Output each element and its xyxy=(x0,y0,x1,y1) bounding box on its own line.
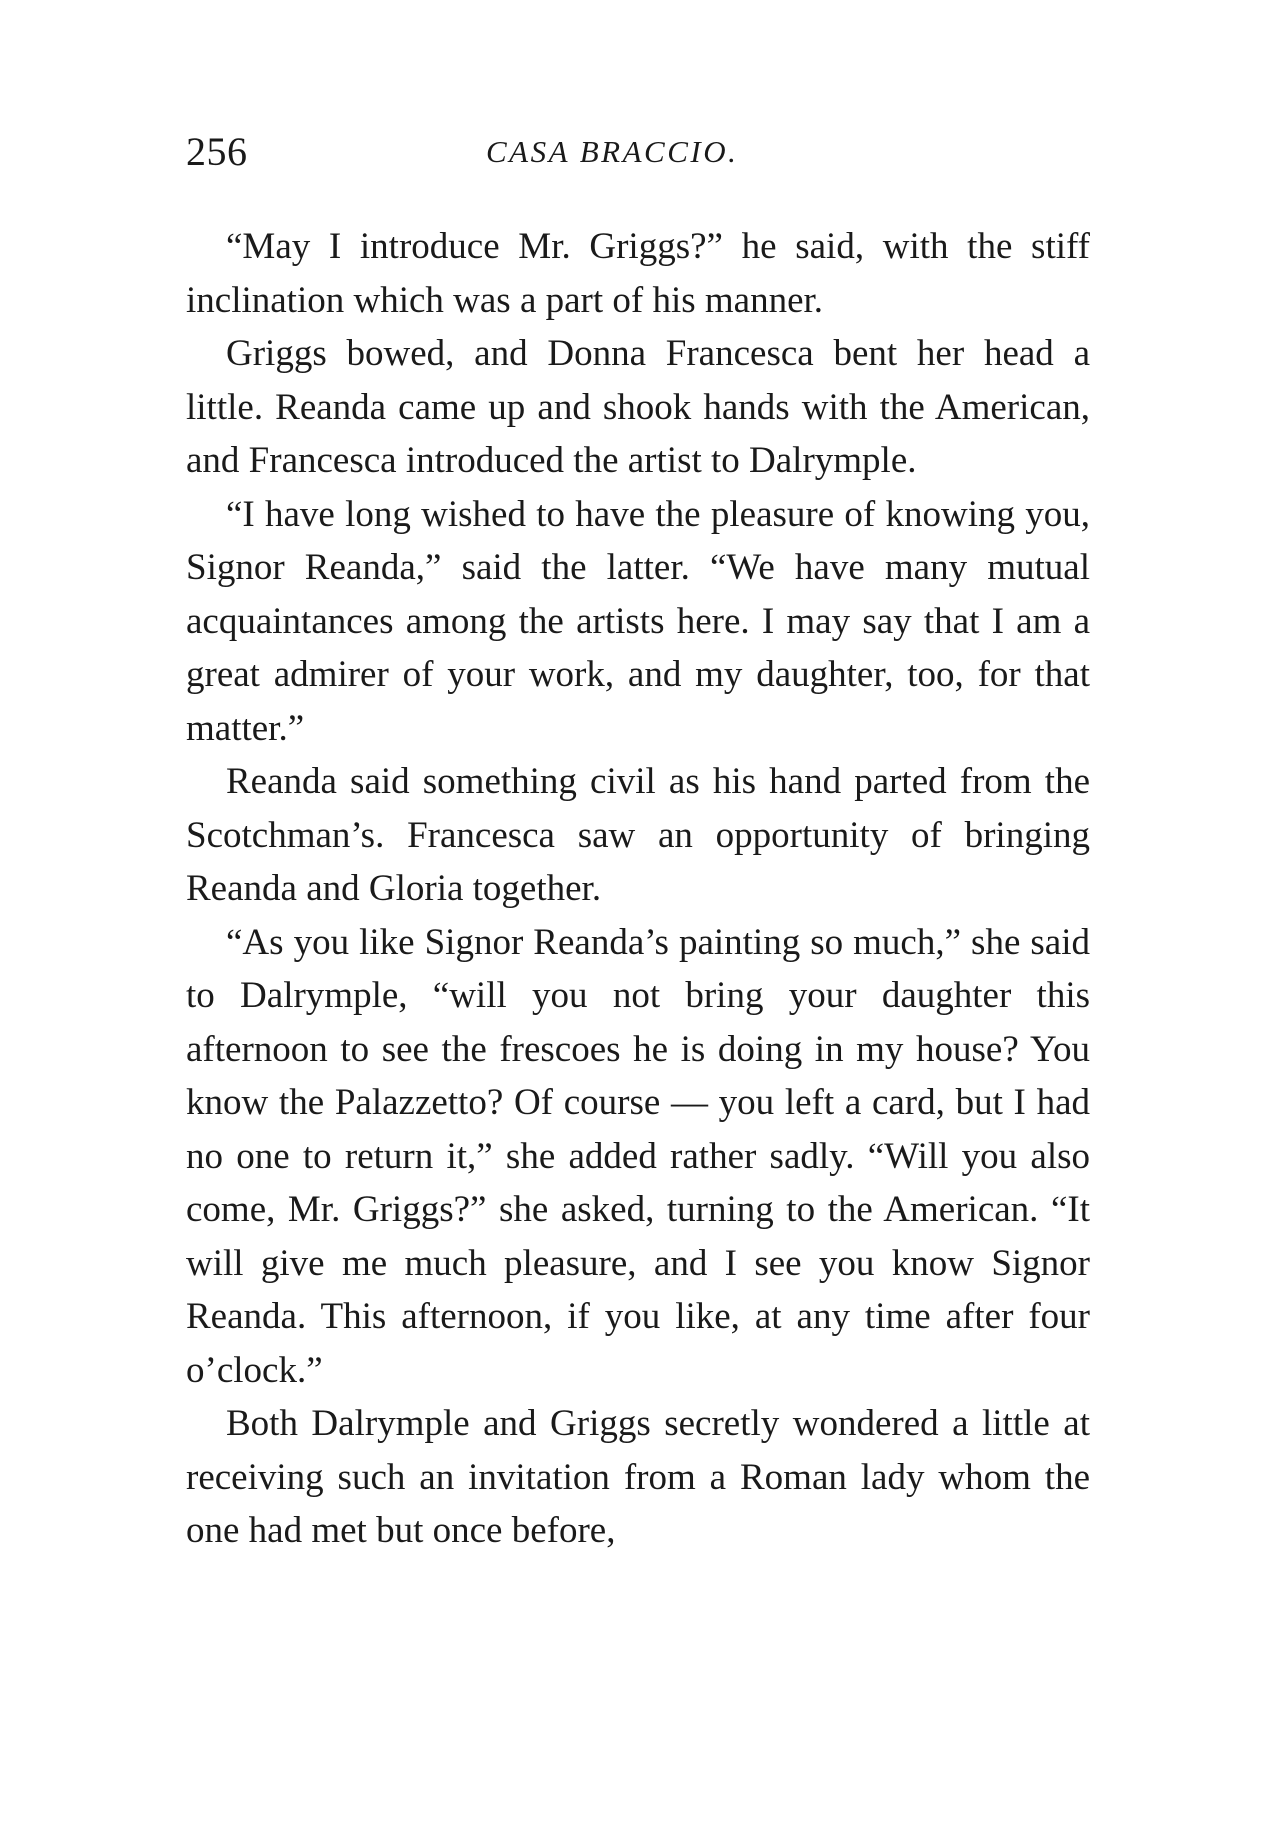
paragraph-2: Griggs bowed, and Donna Francesca bent her head a little. Reanda came up and shook hands with the American, and Francesca introduced the artist to Dalrymple. xyxy=(186,333,1090,481)
body-text xyxy=(186,220,1090,1558)
paragraph-5: “As you like Signor Reanda’s painting so much,” she said to Dalrymple, “will you not bring your daughter this afternoon to see the frescoes he is doing in my house? You know the Palazzetto? Of course — you left a card, but I had no one to return it,” she added rather sadly. “Will you also come, Mr. Griggs?” she asked, turning to the American. “It will give me much pleasure, and I see you know Signor Reanda. This afternoon, if you like, at any time after four o’clock.” xyxy=(186,921,1090,1391)
paragraph-1: “May I introduce Mr. Griggs?” he said, with the stiff inclination which was a part of his manner. xyxy=(186,226,1090,321)
running-head xyxy=(186,128,1096,176)
paragraph-4: Reanda said something civil as his hand parted from the Scotchman’s. Francesca saw an opportunity of bringing Reanda and Gloria together. xyxy=(186,761,1090,909)
paragraph-3: “I have long wished to have the pleasure of knowing you, Signor Reanda,” said the latter. “We have many mutual acquaintances among the artists here. I may say that I am a great admirer of your work, and my daughter, too, for that matter.” xyxy=(186,493,1090,749)
book-title: CASA BRACCIO. xyxy=(486,134,739,169)
page-number: 256 xyxy=(186,129,248,174)
paragraph-6: Both Dalrymple and Griggs secretly wondered a little at receiving such an invitation from a Roman lady whom the one had met but once before, xyxy=(186,1403,1090,1551)
